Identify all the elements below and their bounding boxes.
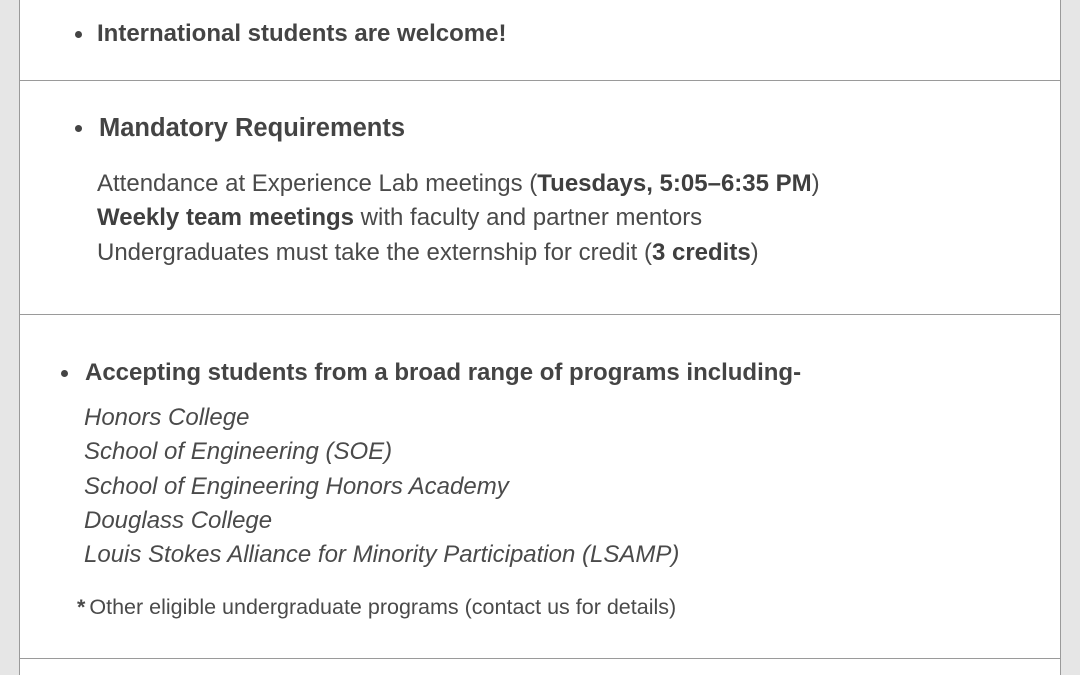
program-item: Louis Stokes Alliance for Minority Participation (LSAMP) xyxy=(84,541,680,569)
program-item: Douglass College xyxy=(84,506,273,534)
bullet-international xyxy=(75,20,506,48)
requirement-attendance: Attendance at Experience Lab meetings (Tuesdays, 5:05–6:35 PM) xyxy=(97,170,820,197)
section-international xyxy=(20,0,1060,81)
asterisk-icon: * xyxy=(77,595,86,619)
programs-heading: Accepting students from a broad range of programs including- xyxy=(85,359,802,386)
bullet-dot-icon xyxy=(75,125,82,132)
content-panel xyxy=(19,0,1061,675)
program-item: School of Engineering (SOE) xyxy=(84,438,393,466)
bullet-dot-icon xyxy=(61,370,68,377)
requirement-weekly-meetings: Weekly team meetings with faculty and partner mentors xyxy=(97,204,703,232)
bullet-mandatory xyxy=(75,114,405,143)
section-programs xyxy=(20,315,1060,659)
other-programs-note xyxy=(77,595,676,620)
program-item: Honors College xyxy=(84,404,250,431)
program-item: School of Engineering Honors Academy xyxy=(84,472,509,500)
international-students-text: International students are welcome! xyxy=(97,20,507,47)
section-mandatory-requirements xyxy=(20,81,1060,315)
bullet-dot-icon xyxy=(75,31,82,38)
requirements-list xyxy=(97,167,820,270)
other-programs-text: Other eligible undergraduate programs (contact us for details) xyxy=(89,595,677,619)
bullet-programs xyxy=(61,359,801,387)
requirement-credits: Undergraduates must take the externship for credit (3 credits) xyxy=(97,238,759,266)
programs-list xyxy=(84,401,679,572)
mandatory-requirements-heading: Mandatory Requirements xyxy=(99,114,406,142)
